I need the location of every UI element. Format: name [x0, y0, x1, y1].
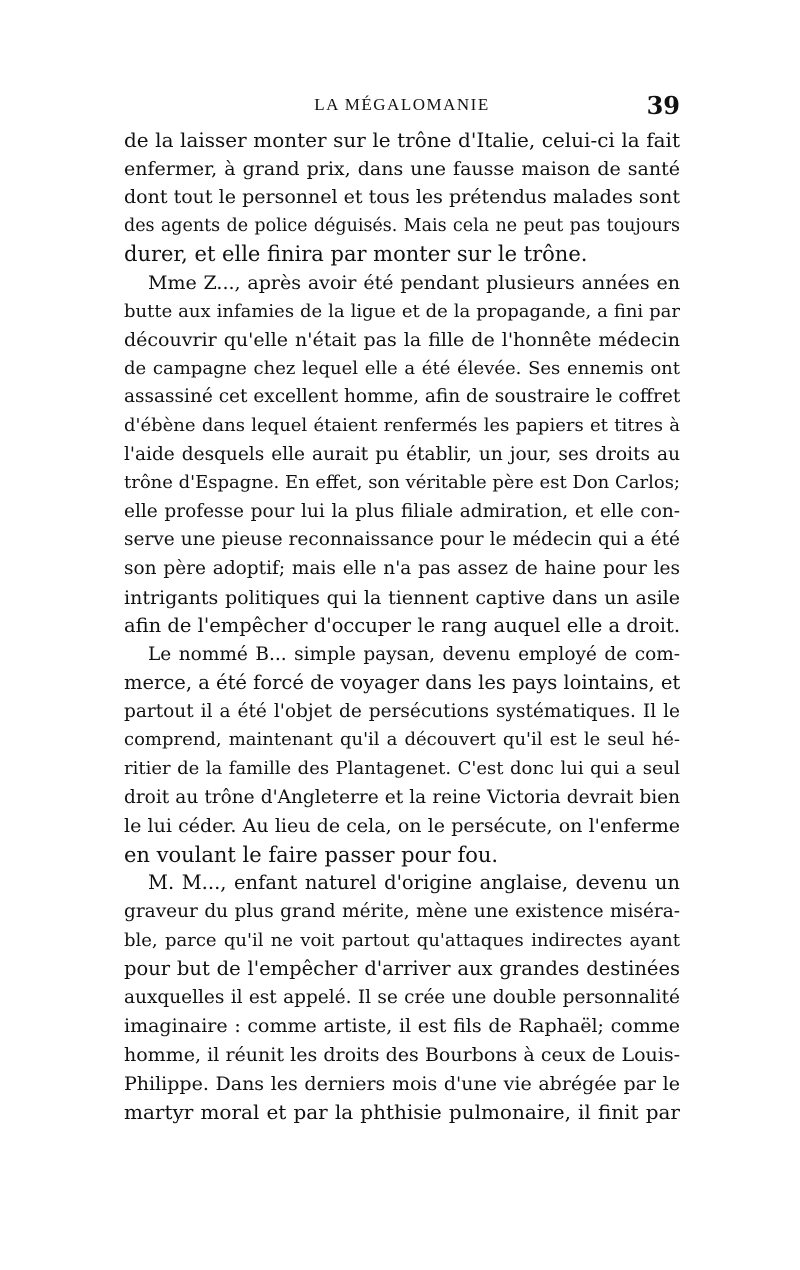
text-line: elle professe pour lui la plus filiale admiration, et elle con- — [124, 500, 680, 522]
text-line: assassiné cet excellent homme, afin de soustraire le coffret — [124, 386, 681, 408]
text-line: trône d'Espagne. En effet, son véritable père est Don Carlos; — [124, 472, 680, 494]
text-line: partout il a été l'objet de persécutions systématiques. Il le — [124, 700, 680, 722]
text-line: d'ébène dans lequel étaient renfermés les papiers et titres à — [124, 414, 680, 436]
text-line: dont tout le personnel et tous les prétendus malades sont — [124, 186, 680, 209]
text-line: Philippe. Dans les derniers mois d'une vie abrégée par le — [124, 1072, 680, 1095]
text-line: des agents de police déguisés. Mais cela ne peut pas toujours — [124, 215, 680, 236]
text-line: merce, a été forcé de voyager dans les pays lointains, et — [124, 671, 681, 695]
text-line: ble, parce qu'il ne voit partout qu'attaques indirectes ayant — [124, 929, 680, 951]
text-line: Le nommé B... simple paysan, devenu employé de com- — [148, 643, 680, 665]
text-line: son père adoptif; mais elle n'a pas assez de haine pour les — [124, 557, 680, 579]
text-line: comprend, maintenant qu'il a découvert qu'il est le seul hé- — [124, 729, 680, 751]
body-text — [124, 126, 680, 1127]
text-line: graveur du plus grand mérite, mène une existence miséra- — [124, 901, 680, 923]
text-line: découvrir qu'elle n'était pas la fille de l'honnête médecin — [124, 329, 680, 352]
text-line: de la laisser monter sur le trône d'Italie, celui-ci la fait — [124, 128, 680, 152]
text-line: de campagne chez lequel elle a été élevée. Ses ennemis ont — [124, 357, 680, 379]
text-line: enfermer, à grand prix, dans une fausse maison de santé — [124, 157, 680, 180]
text-line: durer, et elle finira par monter sur le trône. — [124, 242, 588, 267]
text-line: Mme Z..., après avoir été pendant plusieurs années en — [148, 271, 680, 294]
page-number: 39 — [646, 91, 680, 120]
text-line: pour but de l'empêcher d'arriver aux grandes destinées — [124, 957, 680, 981]
text-line: droit au trône d'Angleterre et la reine Victoria devrait bien — [124, 786, 680, 808]
text-line: serve une pieuse reconnaissance pour le médecin qui a été — [124, 529, 680, 551]
text-line: ritier de la famille des Plantagenet. C'est donc lui qui a seul — [124, 758, 680, 780]
text-line: intrigants politiques qui la tiennent captive dans un asile — [124, 586, 680, 609]
running-title: LA MÉGALOMANIE — [314, 95, 490, 114]
page-header — [124, 91, 680, 121]
text-line: auxquelles il est appelé. Il se crée une double personnalité — [124, 986, 680, 1008]
text-line: M. M..., enfant naturel d'origine anglaise, devenu un — [148, 871, 680, 895]
text-line: afin de l'empêcher d'occuper le rang auquel elle a droit. — [124, 614, 681, 638]
text-line: en voulant le faire passer pour fou. — [124, 842, 499, 867]
text-line: le lui céder. Au lieu de cela, on le persécute, on l'enferme — [124, 815, 680, 838]
text-line: l'aide desquels elle aurait pu établir, un jour, ses droits au — [124, 443, 680, 465]
text-line: butte aux infamies de la ligue et de la propagande, a fini par — [124, 300, 680, 322]
text-line: homme, il réunit les droits des Bourbons à ceux de Louis- — [124, 1044, 680, 1066]
text-line: martyr moral et par la phthisie pulmonaire, il finit par — [124, 1100, 680, 1125]
text-line: imaginaire : comme artiste, il est fils de Raphaël; comme — [124, 1015, 680, 1038]
